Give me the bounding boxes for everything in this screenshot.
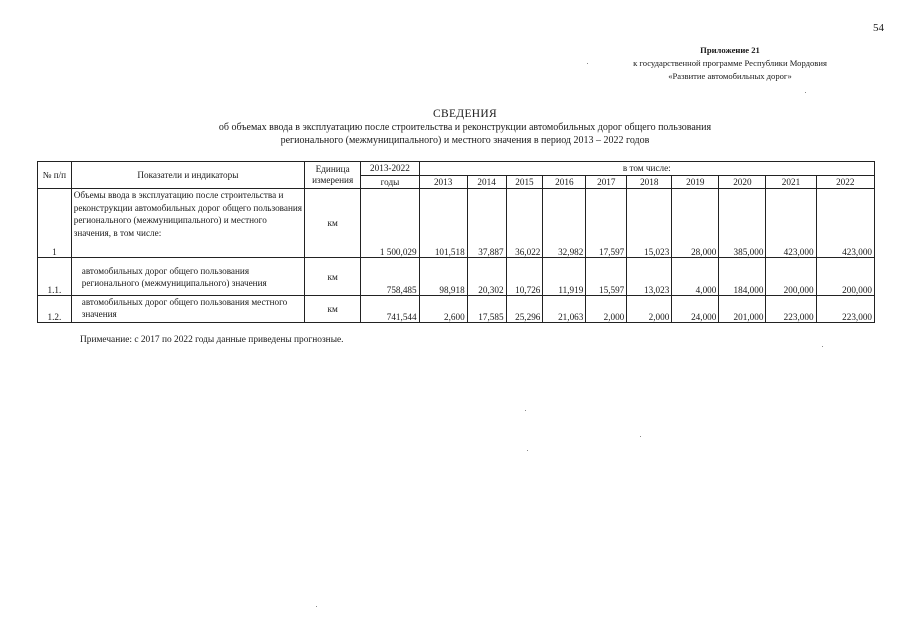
appendix-title: Приложение 21 [700, 45, 760, 55]
row-value: 200,000 [816, 258, 874, 296]
row-unit: км [305, 189, 361, 258]
row-value: 24,000 [672, 296, 719, 323]
row-indicator: автомобильных дорог общего пользования местного значения [71, 296, 304, 323]
row-value: 17,585 [467, 296, 506, 323]
footnote: Примечание: с 2017 по 2022 годы данные приведены прогнозные. [80, 335, 344, 345]
row-value: 2,000 [586, 296, 627, 323]
scan-speck [640, 436, 641, 437]
row-indicator: Объемы ввода в эксплуатацию после строительства и реконструкции автомобильных дорог общего пользования регионального (межмуниципального) и местного значения, в том числе: [71, 189, 304, 258]
document-title: СВЕДЕНИЯ [433, 108, 497, 120]
header-year: 2015 [506, 176, 543, 189]
header-year: 2017 [586, 176, 627, 189]
row-value: 13,023 [627, 258, 672, 296]
row-total: 1 500,029 [361, 189, 419, 258]
data-table [37, 161, 875, 323]
scan-speck [525, 410, 526, 411]
header-total-top: 2013-2022 [361, 162, 419, 176]
header-total-bottom: годы [361, 176, 419, 189]
row-value: 37,887 [467, 189, 506, 258]
header-year: 2014 [467, 176, 506, 189]
row-value: 21,063 [543, 296, 586, 323]
row-total: 741,544 [361, 296, 419, 323]
appendix-header [560, 44, 900, 83]
row-value: 20,302 [467, 258, 506, 296]
row-indicator: автомобильных дорог общего пользования регионального (межмуниципального) значения [71, 258, 304, 296]
header-year: 2016 [543, 176, 586, 189]
row-value: 385,000 [719, 189, 766, 258]
table-row [38, 258, 875, 296]
header-year: 2018 [627, 176, 672, 189]
header-including: в том числе: [419, 162, 874, 176]
row-value: 223,000 [816, 296, 874, 323]
row-value: 10,726 [506, 258, 543, 296]
header-year: 2021 [766, 176, 816, 189]
scan-speck [316, 606, 317, 607]
row-value: 423,000 [816, 189, 874, 258]
row-value: 28,000 [672, 189, 719, 258]
row-value: 15,597 [586, 258, 627, 296]
document-subtitle-line-2: регионального (межмуниципального) и местного значения в период 2013 – 2022 годов [280, 135, 650, 146]
row-value: 423,000 [766, 189, 816, 258]
header-unit: Единица измерения [305, 162, 361, 189]
row-value: 11,919 [543, 258, 586, 296]
header-year: 2013 [419, 176, 467, 189]
row-total: 758,485 [361, 258, 419, 296]
row-value: 201,000 [719, 296, 766, 323]
row-value: 4,000 [672, 258, 719, 296]
scan-speck [805, 92, 806, 93]
row-value: 15,023 [627, 189, 672, 258]
scan-speck [527, 450, 528, 451]
appendix-line-1: к государственной программе Республики Мордовия [633, 58, 827, 68]
row-number: 1.2. [38, 296, 72, 323]
row-number: 1 [38, 189, 72, 258]
row-value: 223,000 [766, 296, 816, 323]
row-value: 36,022 [506, 189, 543, 258]
header-indicator: Показатели и индикаторы [71, 162, 304, 189]
document-heading [120, 108, 810, 147]
table-row [38, 189, 875, 258]
appendix-line-2: «Развитие автомобильных дорог» [668, 71, 792, 81]
header-year: 2020 [719, 176, 766, 189]
row-value: 25,296 [506, 296, 543, 323]
row-value: 2,000 [627, 296, 672, 323]
row-unit: км [305, 258, 361, 296]
row-value: 200,000 [766, 258, 816, 296]
row-value: 32,982 [543, 189, 586, 258]
row-value: 98,918 [419, 258, 467, 296]
row-value: 17,597 [586, 189, 627, 258]
row-value: 2,600 [419, 296, 467, 323]
header-num: № п/п [38, 162, 72, 189]
document-subtitle-line-1: об объемах ввода в эксплуатацию после строительства и реконструкции автомобильных дорог общего пользования [218, 122, 712, 133]
row-value: 184,000 [719, 258, 766, 296]
header-row-1 [38, 162, 875, 176]
header-year: 2022 [816, 176, 874, 189]
header-year: 2019 [672, 176, 719, 189]
table-row [38, 296, 875, 323]
scan-speck [587, 63, 588, 64]
row-unit: км [305, 296, 361, 323]
scan-speck [822, 346, 823, 347]
row-value: 101,518 [419, 189, 467, 258]
page-number: 54 [873, 22, 884, 34]
row-number: 1.1. [38, 258, 72, 296]
